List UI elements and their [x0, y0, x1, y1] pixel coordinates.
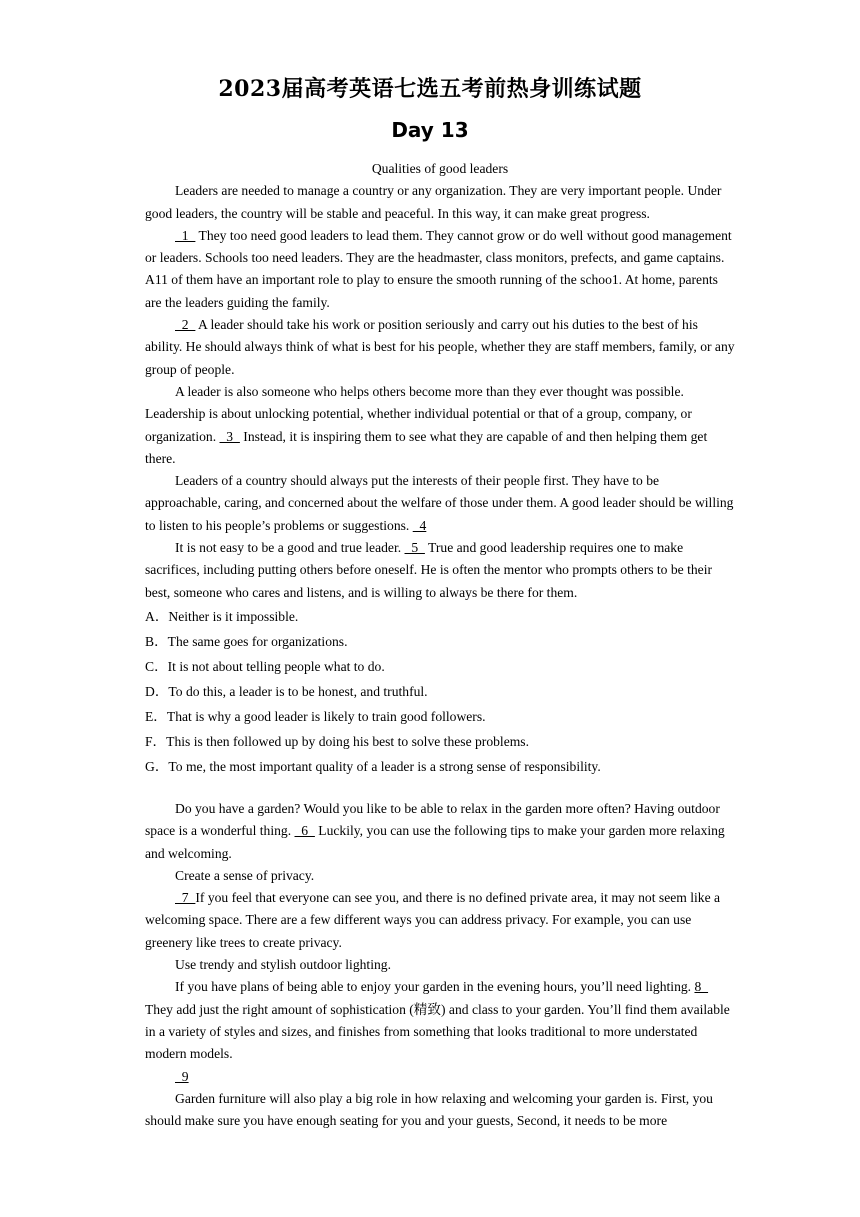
- passage1-paragraph-6: [145, 537, 735, 604]
- blank-5: 5: [404, 540, 425, 556]
- blank-8: 8: [694, 979, 709, 995]
- paragraph-text: Instead, it is inspiring them to see what they are capable of and then helping them get there.: [145, 428, 708, 466]
- blank-2: 2: [175, 317, 196, 333]
- paragraph-text: If you have plans of being able to enjoy your garden in the evening hours, you’ll need lighting.: [175, 979, 692, 995]
- paragraph-text: They too need good leaders to lead them. They cannot grow or do well without good management or leaders. Schools too need leaders. They are the headmaster, class monitors, prefects, and game captains. A11 of them have an important role to play to ensure the smooth running of the schoo1. At home, parents are the leaders guiding the family.: [145, 227, 732, 310]
- blank-1: 1: [175, 227, 196, 243]
- option-f: F．This is then followed up by doing his best to solve these problems.: [145, 733, 529, 749]
- option-e: E．That is why a good leader is likely to train good followers.: [145, 708, 486, 724]
- paragraph-text: Do you have a garden? Would you like to be able to relax in the garden more often? Having outdoor space is a wonderful thing.: [145, 800, 720, 839]
- paragraph-text: If you feel that everyone can see you, and there is no defined private area, it may not seem like a welcoming space. There are a few different ways you can address privacy. For example, you can use greenery like trees to create privacy.: [145, 890, 721, 950]
- paragraph-text: A leader should take his work or position seriously and carry out his duties to the best of his ability. He should always think of what is best for his people, whether they are staff members, family, or any group of people.: [145, 317, 735, 377]
- document-subtitle: Day 13: [391, 118, 469, 142]
- passage2-paragraph-1: [145, 798, 735, 865]
- passage1-paragraph-3: [145, 314, 735, 381]
- passage1-paragraph-2: [145, 225, 735, 314]
- document-title: 2023届高考英语七选五考前热身训练试题: [218, 76, 642, 102]
- passage1-paragraph-5: [145, 470, 735, 537]
- option-c: C．It is not about telling people what to do.: [145, 658, 385, 674]
- paragraph-text: Leaders of a country should always put the interests of their people first. They have to be approachable, caring, and concerned about the welfare of those under them. A good leader should be willing to listen to his people’s problems or suggestions.: [145, 473, 734, 533]
- document-body: [145, 158, 735, 1132]
- paragraph-text: Luckily, you can use the following tips to make your garden more relaxing and welcoming.: [145, 823, 725, 861]
- paragraph-text: A leader is also someone who helps others become more than they ever thought was possible. Leadership is about unlocking potential, whether individual potential or that of a group, company, or organization.: [145, 383, 692, 444]
- paragraph-text: True and good leadership requires one to make sacrifices, including putting others before oneself. He is often the mentor who prompts others to be their best, someone who cares and listens, and is willing to always be there for them.: [145, 540, 713, 600]
- passage1-paragraph-1: Leaders are needed to manage a country or any organization. They are very important people. Under good leaders, the country will be stable and peaceful. In this way, it can make great progress.: [145, 183, 722, 221]
- blank-7: 7: [175, 890, 196, 906]
- paragraph-text: They add just the right amount of sophistication (精致) and class to your garden. You’ll find them available in a variety of styles and sizes, and finishes from something that looks traditional to more understated modern models.: [145, 1001, 730, 1062]
- passage2-paragraph-4: Garden furniture will also play a big role in how relaxing and welcoming your garden is. First, you should make sure you have enough seating for you and your guests, Second, it needs to be more: [145, 1090, 713, 1129]
- section-spacer: [145, 779, 735, 798]
- option-b: B．The same goes for organizations.: [145, 633, 348, 649]
- passage2-paragraph-3: [145, 976, 735, 1065]
- option-g: G．To me, the most important quality of a leader is a strong sense of responsibility.: [145, 758, 601, 774]
- passage2-paragraph-2: [145, 887, 735, 954]
- option-d: D．To do this, a leader is to be honest, and truthful.: [145, 683, 428, 699]
- blank-3: 3: [219, 428, 240, 444]
- passage2-subheading-1: Create a sense of privacy.: [175, 867, 315, 883]
- passage1-heading: Qualities of good leaders: [371, 161, 509, 176]
- passage1-paragraph-4: [145, 381, 735, 470]
- passage2-blank-9-line: [145, 1066, 735, 1088]
- blank-6: 6: [294, 823, 315, 839]
- blank-4: 4: [412, 517, 427, 533]
- blank-9: 9: [175, 1068, 189, 1084]
- option-a: A．Neither is it impossible.: [145, 608, 299, 624]
- paragraph-text: It is not easy to be a good and true leader.: [175, 540, 405, 556]
- passage2-subheading-2: Use trendy and stylish outdoor lighting.: [175, 957, 391, 973]
